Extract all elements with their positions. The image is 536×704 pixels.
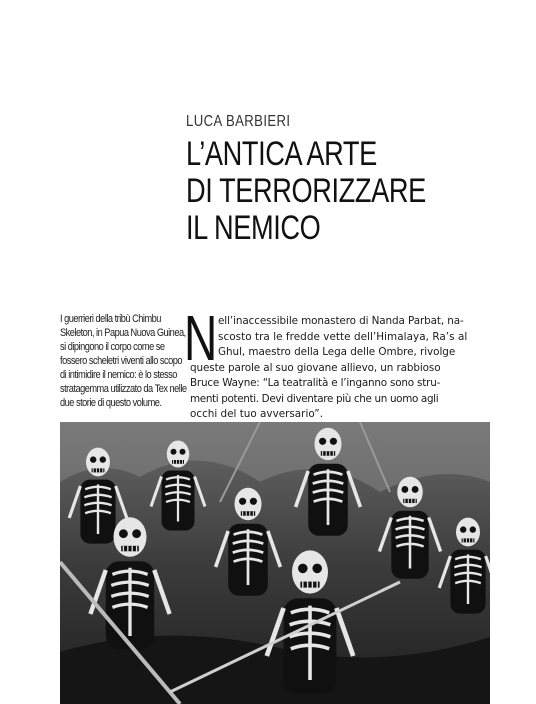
caption-line: stratagemma utilizzato da Tex nelle: [60, 383, 187, 395]
photo-caption-sidebar: [60, 312, 186, 410]
body-line: ell’inaccessibile monastero di Nanda Parbat, na-: [218, 315, 464, 327]
title-line: IL NEMICO: [186, 209, 321, 247]
caption-line: di intimidire il nemico: è lo stesso: [60, 369, 177, 381]
title-line: L’ANTICA ARTE: [186, 135, 377, 173]
author-name: LUCA BARBIERI: [186, 113, 291, 130]
caption-line: si dipingono il corpo come se: [60, 341, 165, 353]
body-line: queste parole al suo giovane allievo, un rabbioso: [190, 361, 441, 374]
caption-line: I guerrieri della tribù Chimbu: [60, 313, 161, 325]
drop-cap: N: [184, 302, 218, 374]
caption-line: due storie di questo volume.: [60, 397, 162, 409]
body-line: Ghul, maestro della Lega delle Ombre, rivolge: [218, 346, 456, 358]
body-line: occhi del tuo avversario”.: [190, 408, 323, 420]
body-line: Bruce Wayne: “La teatralità e l’inganno sono stru-: [190, 377, 441, 389]
body-line: scosto tra le fredde vette dell’Himalaya, Ra’s al: [218, 330, 468, 343]
body-line: menti potenti. Devi diventare più che un uomo agli: [190, 392, 439, 405]
title-line: DI TERRORIZZARE: [186, 172, 426, 210]
caption-line: Skeleton, in Papua Nuova Guinea,: [60, 327, 186, 339]
article-title: [186, 136, 426, 247]
caption-line: fossero scheletri viventi allo scopo: [60, 355, 183, 367]
warriors-photo: [60, 422, 490, 704]
